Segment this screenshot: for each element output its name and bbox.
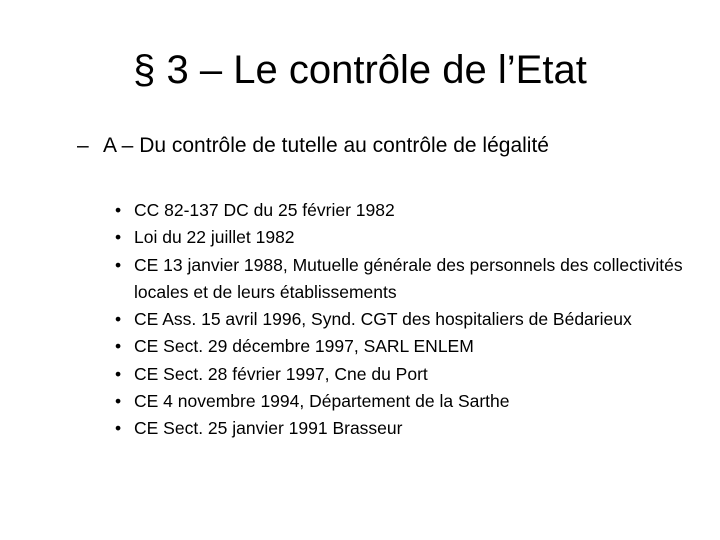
subheading-dash: – <box>77 134 89 157</box>
bullet-dot: • <box>115 309 122 330</box>
bullet-dot: • <box>115 363 122 384</box>
bullet-dot: • <box>115 391 122 412</box>
bullet-dot: • <box>115 336 122 357</box>
bullet-text: Loi du 22 juillet 1982 <box>134 227 295 248</box>
bullet-item <box>113 252 683 307</box>
bullet-item <box>113 388 683 415</box>
bullet-text: CE Sect. 28 février 1997, Cne du Port <box>134 363 428 384</box>
bullet-dot: • <box>115 227 122 248</box>
bullet-dot: • <box>115 200 122 220</box>
slide-title: § 3 – Le contrôle de l’Etat <box>133 48 587 92</box>
bullet-text: CE 4 novembre 1994, Département de la Sarthe <box>134 391 510 412</box>
bullet-dot: • <box>115 418 122 439</box>
bullet-text: CE Sect. 25 janvier 1991 Brasseur <box>134 418 403 439</box>
bullet-dot: • <box>115 254 122 275</box>
bullet-text: CE 13 janvier 1988, Mutuelle générale des personnels des collectivités locales et de leurs établissements <box>134 254 683 302</box>
bullet-item <box>113 197 683 224</box>
bullet-item <box>113 306 683 333</box>
bullet-text: CE Ass. 15 avril 1996, Synd. CGT des hospitaliers de Bédarieux <box>134 309 632 330</box>
bullet-text: CC 82-137 DC du 25 février 1982 <box>134 200 395 220</box>
bullet-item <box>113 361 683 388</box>
bullet-item <box>113 333 683 360</box>
bullet-list <box>113 197 683 443</box>
bullet-item <box>113 224 683 251</box>
bullet-item <box>113 415 683 442</box>
bullet-text: CE Sect. 29 décembre 1997, SARL ENLEM <box>134 336 474 357</box>
subheading-text: A – Du contrôle de tutelle au contrôle de légalité <box>103 134 549 157</box>
subheading <box>77 130 549 162</box>
